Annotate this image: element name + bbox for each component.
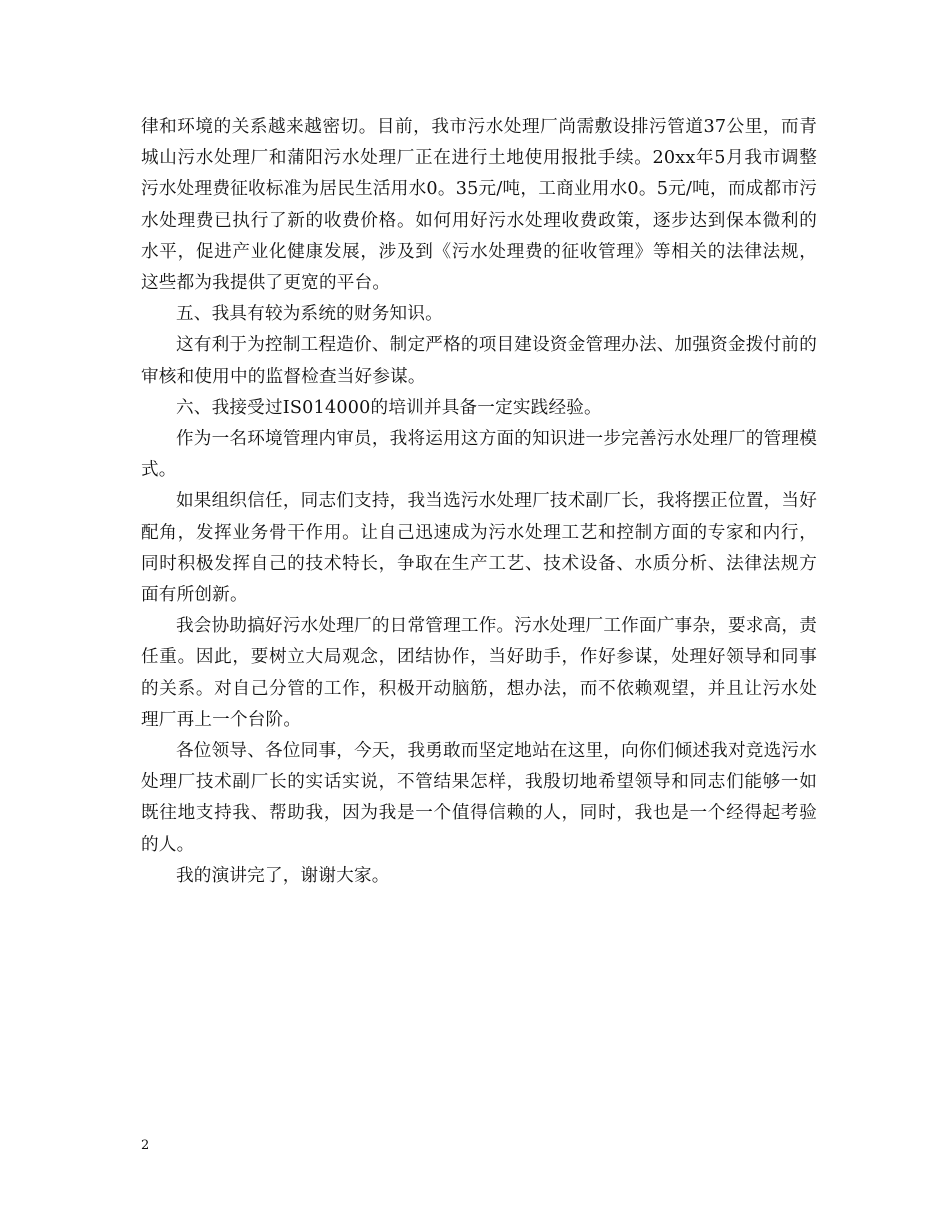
- paragraph-5: 作为一名环境管理内审员，我将运用这方面的知识进一步完善污水处理厂的管理模式。: [141, 429, 817, 481]
- paragraph-3: 这有利于为控制工程造价、制定严格的项目建设资金管理办法、加强资金拨付前的审核和使用中的监督检查当好参谋。: [141, 335, 817, 387]
- paragraph-4: 六、我接受过IS014000的培训并具备一定实践经验。: [176, 397, 602, 418]
- page-number: 2: [141, 1138, 150, 1153]
- paragraph-2: 五、我具有较为系统的财务知识。: [176, 304, 443, 325]
- document-body: [141, 112, 817, 892]
- paragraph-1: 律和环境的关系越来越密切。目前，我市污水处理厂尚需敷设排污管道37公里，而青城山污水处理厂和蒲阳污水处理厂正在进行土地使用报批手续。20xx年5月我市调整污水处理费征收标准为居民生活用水0。35元/吨，工商业用水0。5元/吨，而成都市污水处理费已执行了新的收费价格。如何用好污水处理收费政策，逐步达到保本微利的水平，促进产业化健康发展，涉及到《污水处理费的征收管理》等相关的法律法规，这些都为我提供了更宽的平台。: [141, 117, 817, 294]
- paragraph-8: 各位领导、各位同事，今天，我勇敢而坚定地站在这里，向你们倾述我对竞选污水处理厂技术副厂长的实话实说，不管结果怎样，我殷切地希望领导和同志们能够一如既往地支持我、帮助我，因为我是一个值得信赖的人，同时，我也是一个经得起考验的人。: [141, 741, 817, 855]
- paragraph-7: 我会协助搞好污水处理厂的日常管理工作。污水处理厂工作面广事杂，要求高，责任重。因此，要树立大局观念，团结协作，当好助手，作好参谋，处理好领导和同事的关系。对自己分管的工作，积极开动脑筋，想办法，而不依赖观望，并且让污水处理厂再上一个台阶。: [141, 616, 817, 730]
- paragraph-9: 我的演讲完了，谢谢大家。: [176, 865, 390, 886]
- paragraph-6: 如果组织信任，同志们支持，我当选污水处理厂技术副厂长，我将摆正位置，当好配角，发挥业务骨干作用。让自己迅速成为污水处理工艺和控制方面的专家和内行，同时积极发挥自己的技术特长，争取在生产工艺、技术设备、水质分析、法律法规方面有所创新。: [141, 491, 817, 606]
